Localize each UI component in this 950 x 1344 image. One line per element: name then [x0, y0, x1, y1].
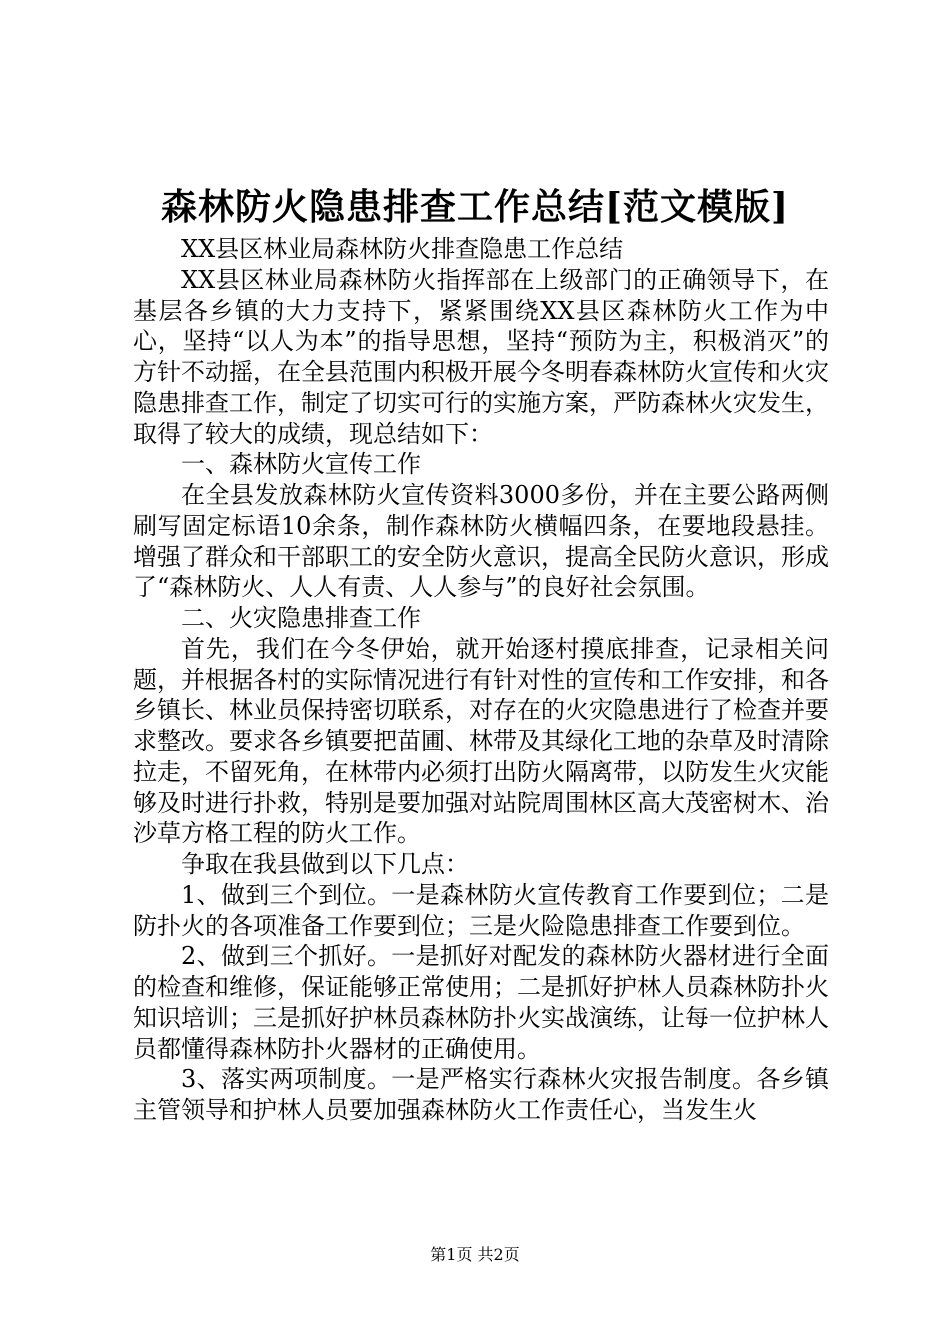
goal-item-3: 3、落实两项制度。一是严格实行森林火灾报告制度。各乡镇主管领导和护林人员要加强森林防火工作责任心，当发生火 — [133, 1065, 829, 1124]
page-number-footer: 第1页 共2页 — [430, 1245, 520, 1264]
section-heading-publicity: 一、森林防火宣传工作 — [181, 450, 421, 479]
goals-intro: 争取在我县做到以下几点： — [181, 850, 469, 878]
document-body — [133, 234, 829, 1126]
intro-paragraph: XX县区林业局森林防火指挥部在上级部门的正确领导下，在基层各乡镇的大力支持下，紧紧围绕XX县区森林防火工作为中心，坚持“以人为本”的指导思想，坚持“预防为主，积极消灭”的方针不动摇，在全县范围内积极开展今冬明春森林防火宣传和火灾隐患排查工作，制定了切实可行的实施方案，严防森林火灾发生，取得了较大的成绩，现总结如下： — [133, 265, 829, 448]
publicity-paragraph: 在全县发放森林防火宣传资料3000多份，并在主要公路两侧刷写固定标语10余条，制作森林防火横幅四条，在要地段悬挂。增强了群众和干部职工的安全防火意识，提高全民防火意识，形成了“森林防火、人人有责、人人参与”的良好社会氛围。 — [133, 481, 829, 602]
goal-item-2: 2、做到三个抓好。一是抓好对配发的森林防火器材进行全面的检查和维修，保证能够正常使用；二是抓好护林人员森林防扑火知识培训；三是抓好护林员森林防扑火实战演练，让每一位护林人员都懂得森林防扑火器材的正确使用。 — [133, 942, 829, 1063]
report-subtitle: XX县区林业局森林防火排查隐患工作总结 — [181, 235, 624, 263]
inspection-paragraph: 首先，我们在今冬伊始，就开始逐村摸底排查，记录相关问题，并根据各村的实际情况进行有针对性的宣传和工作安排，和各乡镇长、林业员保持密切联系，对存在的火灾隐患进行了检查并要求整改。要求各乡镇要把苗圃、林带及其绿化工地的杂草及时清除拉走，不留死角，在林带内必须打出防火隔离带，以防发生火灾能够及时进行扑救，特别是要加强对站院周围林区高大茂密树木、治沙草方格工程的防火工作。 — [133, 634, 829, 848]
section-heading-inspection: 二、火灾隐患排查工作 — [181, 604, 421, 632]
document-title: 森林防火隐患排查工作总结[范文模版] — [160, 186, 790, 228]
goal-item-1: 1、做到三个到位。一是森林防火宣传教育工作要到位；二是防扑火的各项准备工作要到位；三是火险隐患排查工作要到位。 — [133, 880, 829, 940]
